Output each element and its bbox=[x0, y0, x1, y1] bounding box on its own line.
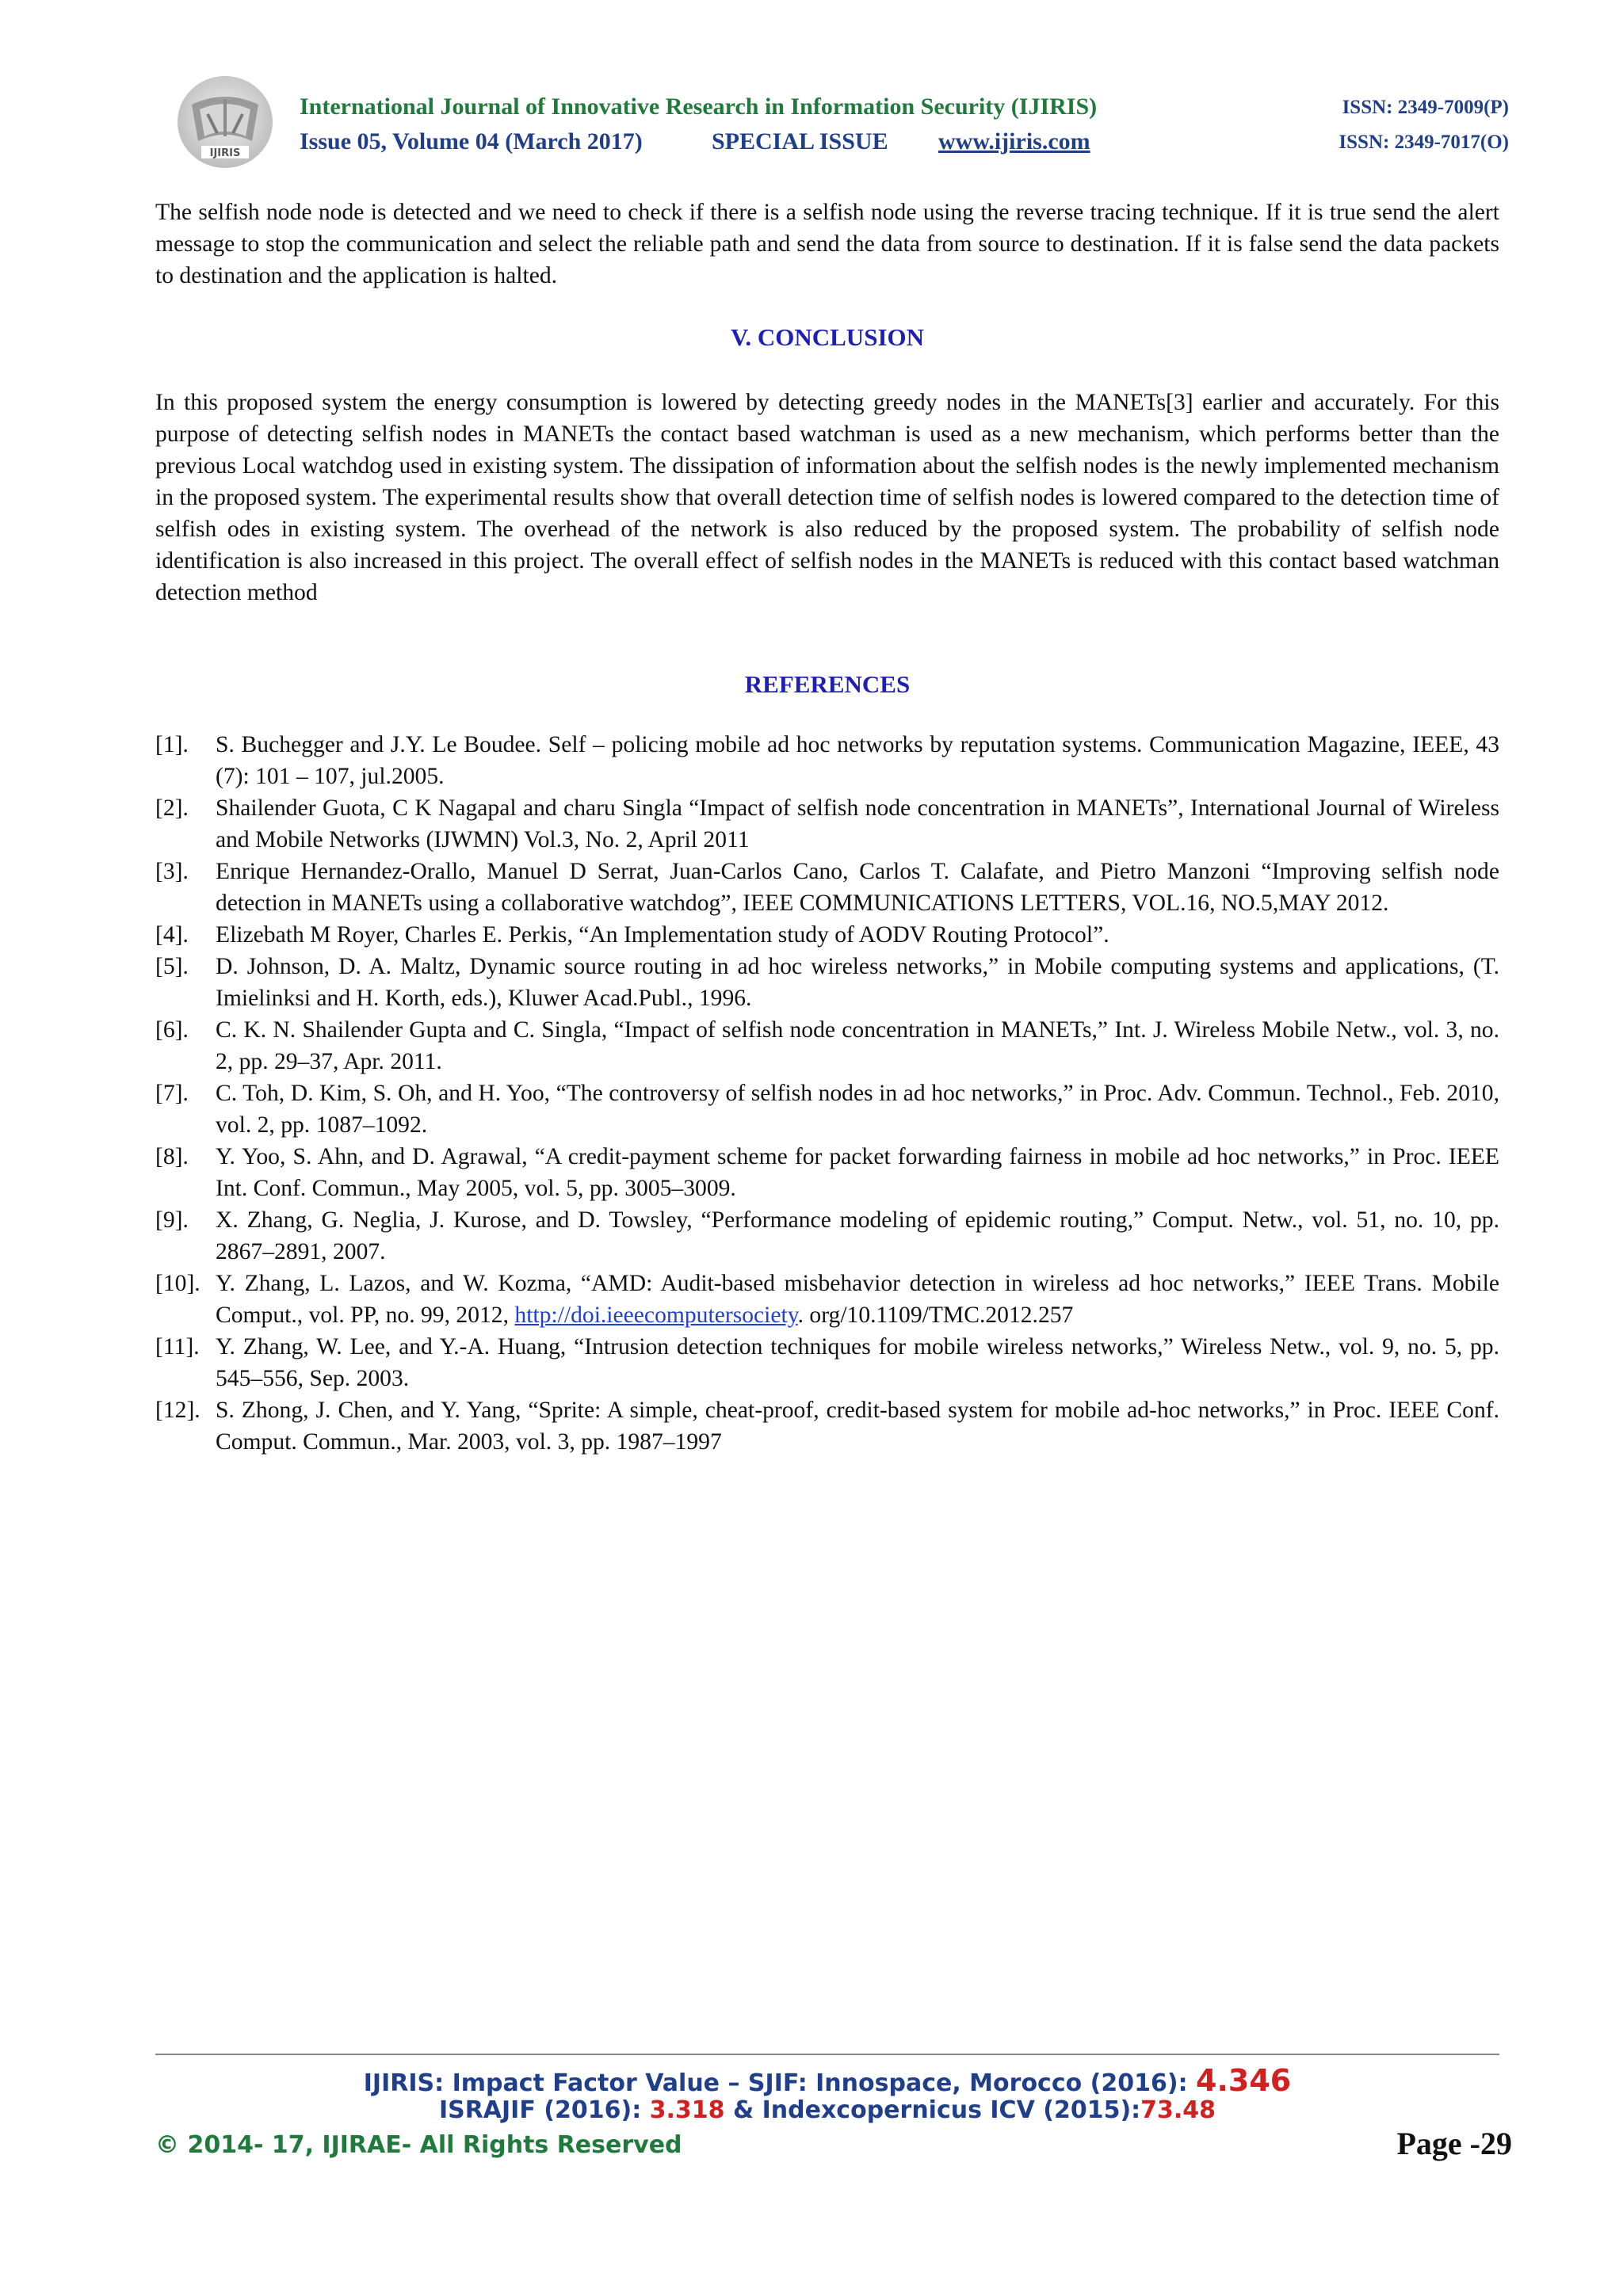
reference-number: [8]. bbox=[155, 1144, 189, 1169]
conclusion-paragraph: In this proposed system the energy consumption is lowered by detecting greedy nodes in the MANETs[3] earlier and accurately. For this purpose of detecting selfish nodes in MANETs the contact based watchman is used as a new mechanism, which performs better than the previous Local watchdog used in existing system. The dissipation of information about the selfish nodes is the newly implemented mechanism in the proposed system. The experimental results show that overall detection time of selfish nodes is lowered compared to the detection time of selfish odes in existing system. The overhead of the network is also reduced by the proposed system. The probability of selfish node identification is also increased in this project. The overall effect of selfish nodes in the MANETs is reduced with this contact based watchman detection method bbox=[155, 390, 1499, 605]
footer-divider bbox=[155, 2054, 1499, 2055]
reference-item bbox=[155, 1204, 1499, 1268]
reference-list bbox=[155, 729, 1499, 1458]
reference-text: Y. Zhang, W. Lee, and Y.-A. Huang, “Intrusion detection techniques for mobile wireless networks,” Wireless Netw., vol. 9, no. 5, pp. 545–556, Sep. 2003. bbox=[216, 1334, 1499, 1391]
reference-number: [10]. bbox=[155, 1271, 200, 1296]
indexing-line bbox=[155, 2096, 1499, 2124]
israjif-value: 3.318 bbox=[649, 2096, 725, 2124]
references-heading: REFERENCES bbox=[744, 670, 911, 698]
intro-paragraph: The selfish node node is detected and we need to check if there is a selfish node using the reverse tracing technique. If it is true send the alert message to stop the communication and select the reliable path and send the data from source to destination. If it is false send the data packets to destination and the application is halted. bbox=[155, 200, 1499, 288]
reference-number: [6]. bbox=[155, 1017, 189, 1043]
reference-text: Y. Yoo, S. Ahn, and D. Agrawal, “A credit-payment scheme for packet forwarding fairness in mobile ad hoc networks,” in Proc. IEEE Int. Conf. Commun., May 2005, vol. 5, pp. 3005–3009. bbox=[216, 1144, 1499, 1201]
reference-item bbox=[155, 1268, 1499, 1331]
reference-item bbox=[155, 1331, 1499, 1394]
reference-number: [11]. bbox=[155, 1334, 200, 1360]
reference-text: X. Zhang, G. Neglia, J. Kurose, and D. Towsley, “Performance modeling of epidemic routing,” Comput. Netw., vol. 51, no. 10, pp. 2867–2891, 2007. bbox=[216, 1207, 1499, 1264]
logo-text: IJIRIS bbox=[209, 147, 241, 159]
reference-text: Enrique Hernandez-Orallo, Manuel D Serrat, Juan-Carlos Cano, Carlos T. Calafate, and Pietro Manzoni “Improving selfish node detection in MANETs using a collaborative watchdog”, IEEE COMMUNICATIONS LETTERS, VOL.16, NO.5,MAY 2012. bbox=[216, 859, 1499, 916]
reference-text: Shailender Guota, C K Nagapal and charu Singla “Impact of selfish node concentration in MANETs”, International Journal of Wireless and Mobile Networks (IJWMN) Vol.3, No. 2, April 2011 bbox=[216, 795, 1499, 852]
issn-print: ISSN: 2349-7009(P) bbox=[1342, 97, 1509, 118]
impact-value: 4.346 bbox=[1196, 2063, 1292, 2098]
reference-item bbox=[155, 856, 1499, 919]
page-number: Page -29 bbox=[1396, 2126, 1512, 2161]
journal-title: International Journal of Innovative Research in Information Security (IJIRIS) bbox=[300, 93, 1098, 120]
reference-text: C. Toh, D. Kim, S. Oh, and H. Yoo, “The controversy of selfish nodes in ad hoc networks,” in Proc. Adv. Commun. Technol., Feb. 2010, vol. 2, pp. 1087–1092. bbox=[216, 1081, 1499, 1138]
reference-text: C. K. N. Shailender Gupta and C. Singla, “Impact of selfish node concentration in MANETs,” Int. J. Wireless Mobile Netw., vol. 3, no. 2, pp. 29–37, Apr. 2011. bbox=[216, 1017, 1499, 1074]
reference-number: [5]. bbox=[155, 954, 189, 979]
impact-factor-line bbox=[155, 2063, 1499, 2098]
reference-number: [9]. bbox=[155, 1207, 189, 1233]
reference-text: Elizebath M Royer, Charles E. Perkis, “An Implementation study of AODV Routing Protocol”. bbox=[216, 922, 1109, 948]
reference-item bbox=[155, 1014, 1499, 1077]
reference-number: [7]. bbox=[155, 1081, 189, 1106]
reference-number: [2]. bbox=[155, 795, 189, 821]
reference-text: D. Johnson, D. A. Maltz, Dynamic source routing in ad hoc wireless networks,” in Mobile computing systems and applications, (T. Imielinksi and H. Korth, eds.), Kluwer Acad.Publ., 1996. bbox=[216, 954, 1499, 1011]
special-issue: SPECIAL ISSUE bbox=[712, 128, 888, 154]
journal-logo-icon bbox=[170, 73, 300, 171]
conclusion-heading: V. CONCLUSION bbox=[730, 323, 925, 351]
icv-value: 73.48 bbox=[1140, 2096, 1216, 2124]
journal-header bbox=[170, 73, 1509, 171]
copyright: © 2014- 17, IJIRAE- All Rights Reserved bbox=[155, 2131, 682, 2159]
reference-item bbox=[155, 1077, 1499, 1141]
doi-link[interactable]: http://doi.ieeecomputersociety bbox=[514, 1302, 798, 1328]
reference-text: S. Zhong, J. Chen, and Y. Yang, “Sprite: A simple, cheat-proof, credit-based system for mobile ad-hoc networks,” in Proc. IEEE Conf. Comput. Commun., Mar. 2003, vol. 3, pp. 1987–1997 bbox=[216, 1398, 1499, 1455]
journal-issue-line bbox=[300, 128, 1509, 160]
reference-item bbox=[155, 792, 1499, 856]
reference-text: S. Buchegger and J.Y. Le Boudee. Self – policing mobile ad hoc networks by reputation systems. Communication Magazine, IEEE, 43 (7): 101 – 107, jul.2005. bbox=[216, 732, 1499, 789]
issn-online: ISSN: 2349-7017(O) bbox=[1338, 132, 1509, 153]
reference-item bbox=[155, 951, 1499, 1014]
journal-website-link[interactable]: www.ijiris.com bbox=[938, 128, 1090, 154]
reference-item bbox=[155, 919, 1499, 951]
reference-item bbox=[155, 1394, 1499, 1458]
israjif-label: ISRAJIF (2016): bbox=[438, 2096, 650, 2124]
reference-text: Y. Zhang, L. Lazos, and W. Kozma, “AMD: Audit-based misbehavior detection in wireless ad hoc networks,” IEEE Trans. Mobile Comput., vol. PP, no. 99, 2012, bbox=[216, 1271, 1499, 1328]
reference-number: [1]. bbox=[155, 732, 189, 757]
reference-number: [3]. bbox=[155, 859, 189, 884]
reference-number: [4]. bbox=[155, 922, 189, 948]
issue-info: Issue 05, Volume 04 (March 2017) bbox=[300, 128, 643, 154]
reference-item bbox=[155, 729, 1499, 792]
journal-title-line bbox=[300, 93, 1509, 125]
icv-label: & Indexcopernicus ICV (2015): bbox=[724, 2096, 1141, 2124]
reference-item bbox=[155, 1141, 1499, 1204]
impact-label: IJIRIS: Impact Factor Value – SJIF: Innospace, Morocco (2016): bbox=[363, 2069, 1197, 2097]
reference-text-suffix: . org/10.1109/TMC.2012.257 bbox=[797, 1302, 1074, 1328]
reference-number: [12]. bbox=[155, 1398, 200, 1423]
